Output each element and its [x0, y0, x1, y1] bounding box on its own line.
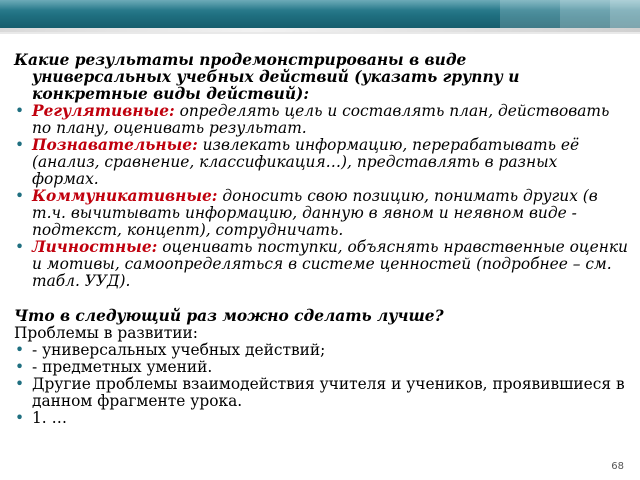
problem-text: - универсальных учебных действий;	[32, 341, 326, 359]
page-number: 68	[611, 461, 624, 472]
bullet-icon: •	[15, 358, 25, 376]
bullet-icon: •	[15, 341, 25, 359]
problem-text: Другие проблемы взаимодействия учителя и учеников, проявившиеся в данном фрагменте урока.	[32, 375, 625, 410]
bullet-icon: •	[15, 375, 25, 393]
list-item	[14, 239, 628, 290]
uud-text: доносить свою позицию, понимать других (в т.ч. вычитывать информацию, данную в явном и неявном виде - подтекст, концепт), сотрудничать.	[32, 187, 598, 239]
problem-text: - предметных умений.	[32, 358, 213, 376]
question-title	[14, 52, 628, 103]
uud-term: Регулятивные:	[32, 102, 175, 120]
list-item	[14, 376, 628, 410]
question-line: универсальных учебных действий (указать группу и	[32, 68, 520, 86]
bullet-icon: •	[15, 409, 25, 427]
bullet-icon: •	[15, 187, 25, 205]
uud-text: оценивать поступки, объяснять нравственные оценки и мотивы, самоопределяться в системе ценностей (подробнее – см. табл. УУД).	[32, 238, 628, 290]
list-item	[14, 342, 628, 359]
uud-text: извлекать информацию, перерабатывать её (анализ, сравнение, классификация…), представлять в разных формах.	[32, 136, 580, 188]
spacer	[14, 290, 628, 308]
question-line: конкретные виды действий):	[32, 85, 309, 103]
uud-text: определять цель и составлять план, действовать по плану, оценивать результат.	[32, 102, 610, 137]
problems-label: Проблемы в развитии:	[14, 324, 198, 342]
bullet-icon: •	[15, 136, 25, 154]
bullet-icon: •	[15, 238, 25, 256]
list-item	[14, 410, 628, 427]
list-item	[14, 137, 628, 188]
header-step-3	[610, 0, 640, 28]
bullet-icon: •	[15, 102, 25, 120]
uud-term: Коммуникативные:	[32, 187, 218, 205]
problem-text: 1. …	[32, 409, 67, 427]
slide-body	[14, 52, 628, 427]
question-line: Какие результаты продемонстрированы в виде	[14, 51, 467, 69]
list-item	[14, 188, 628, 239]
problems-list	[14, 342, 628, 427]
uud-term: Познавательные:	[32, 136, 198, 154]
uud-list	[14, 103, 628, 290]
list-item	[14, 103, 628, 137]
question-2: Что в следующий раз можно сделать лучше?	[14, 307, 444, 325]
header-rule-thin	[0, 32, 640, 34]
list-item	[14, 359, 628, 376]
header-band	[0, 0, 640, 28]
uud-term: Личностные:	[32, 238, 158, 256]
